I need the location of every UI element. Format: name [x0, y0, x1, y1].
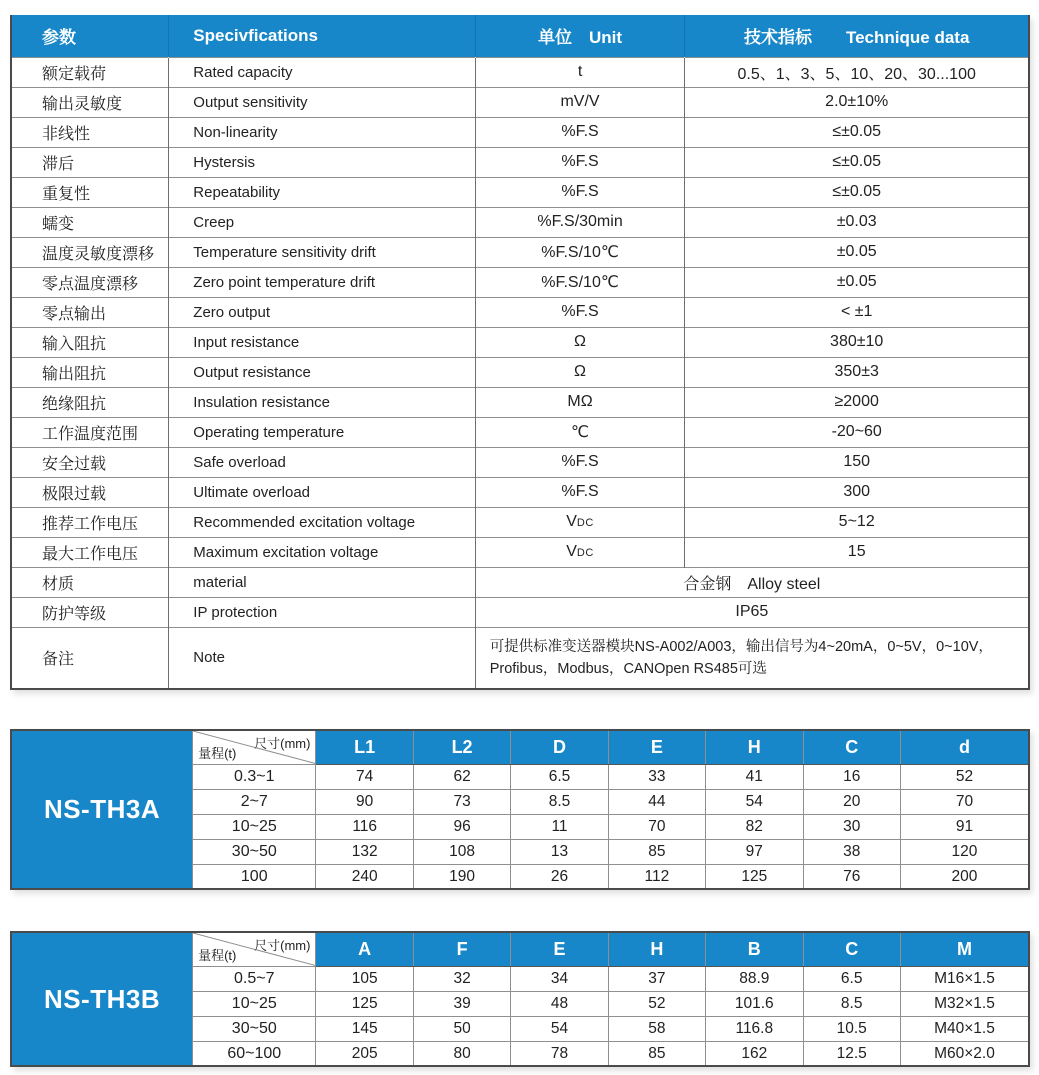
spec-value-cell: 5~12: [685, 507, 1029, 537]
dimension-value-cell: 52: [900, 764, 1029, 789]
dimension-value-cell: 6.5: [803, 966, 900, 991]
dimension-value-cell: 162: [706, 1041, 803, 1066]
dimension-value-cell: 116: [316, 814, 413, 839]
spec-merged-value-cell: IP65: [475, 597, 1029, 627]
dimension-value-cell: 38: [803, 839, 900, 864]
spec-name-cell: Maximum excitation voltage: [169, 537, 475, 567]
dimension-column-header: H: [706, 730, 803, 764]
dimension-value-cell: 20: [803, 789, 900, 814]
spec-parameter-cell: 零点输出: [11, 297, 169, 327]
unit-subscript: DC: [576, 517, 594, 529]
dimension-value-cell: 120: [900, 839, 1029, 864]
dimension-value-cell: 90: [316, 789, 413, 814]
spec-parameter-cell: 输出阻抗: [11, 357, 169, 387]
spec-note-cell: 可提供标准变送器模块NS-A002/A003，输出信号为4~20mA，0~5V，0~10V，Profibus，Modbus，CANOpen RS485可选: [475, 627, 1029, 689]
spec-unit-cell: %F.S: [475, 117, 685, 147]
dimension-value-cell: 205: [316, 1041, 413, 1066]
capacity-range-cell: 2~7: [193, 789, 316, 814]
dimension-value-cell: 91: [900, 814, 1029, 839]
dimension-value-cell: 16: [803, 764, 900, 789]
dimension-value-cell: 88.9: [706, 966, 803, 991]
dimension-column-header: A: [316, 932, 413, 966]
spec-name-cell: Repeatability: [169, 177, 475, 207]
spec-value-cell: ≥2000: [685, 387, 1029, 417]
th3a-model-label: NS-TH3A: [11, 730, 193, 889]
spec-parameter-cell: 零点温度漂移: [11, 267, 169, 297]
spec-parameter-cell: 重复性: [11, 177, 169, 207]
spec-row: [11, 447, 1029, 477]
spec-value-cell: 300: [685, 477, 1029, 507]
dimension-value-cell: 80: [413, 1041, 510, 1066]
dimension-value-cell: 48: [511, 991, 608, 1016]
dimension-column-header: M: [900, 932, 1029, 966]
spec-unit-cell: t: [475, 57, 685, 87]
spec-parameter-cell: 安全过载: [11, 447, 169, 477]
dimension-value-cell: 240: [316, 864, 413, 889]
dimension-value-cell: 116.8: [706, 1016, 803, 1041]
dimension-column-header: E: [511, 932, 608, 966]
spec-row: [11, 507, 1029, 537]
spec-name-cell: Recommended excitation voltage: [169, 507, 475, 537]
spec-parameter-cell: 温度灵敏度漂移: [11, 237, 169, 267]
th3a-section: [10, 729, 1030, 890]
dimension-value-cell: 8.5: [803, 991, 900, 1016]
spec-value-cell: 15: [685, 537, 1029, 567]
dimension-value-cell: 12.5: [803, 1041, 900, 1066]
dimension-value-cell: 54: [511, 1016, 608, 1041]
spec-row: [11, 327, 1029, 357]
dimension-value-cell: 11: [511, 814, 608, 839]
corner-range-label: 量程(t): [198, 947, 237, 963]
dimension-value-cell: 74: [316, 764, 413, 789]
spec-row: [11, 87, 1029, 117]
spec-unit-cell: MΩ: [475, 387, 685, 417]
dimension-value-cell: 30: [803, 814, 900, 839]
dimension-value-cell: 78: [511, 1041, 608, 1066]
dimension-value-cell: 58: [608, 1016, 705, 1041]
dimension-value-cell: 97: [706, 839, 803, 864]
capacity-range-cell: 0.3~1: [193, 764, 316, 789]
spec-value-cell: ±0.05: [685, 267, 1029, 297]
spec-row: [11, 237, 1029, 267]
unit-subscript: DC: [576, 547, 594, 559]
spec-name-cell: Ultimate overload: [169, 477, 475, 507]
spec-name-cell: Output resistance: [169, 357, 475, 387]
spec-name-cell: Operating temperature: [169, 417, 475, 447]
dimension-value-cell: 62: [413, 764, 510, 789]
spec-value-cell: 150: [685, 447, 1029, 477]
th3b-header-row: [11, 932, 1029, 966]
dimension-value-cell: 6.5: [511, 764, 608, 789]
header-specifications: Specivfications: [169, 15, 475, 57]
dimension-value-cell: 32: [413, 966, 510, 991]
spec-parameter-cell: 额定载荷: [11, 57, 169, 87]
dimension-column-header: D: [511, 730, 608, 764]
spec-unit-cell: VDC: [475, 537, 685, 567]
dimension-value-cell: 145: [316, 1016, 413, 1041]
dimension-column-header: C: [803, 932, 900, 966]
spec-row: [11, 597, 1029, 627]
spec-unit-cell: %F.S: [475, 177, 685, 207]
th3b-section: [10, 931, 1030, 1067]
spec-parameter-cell: 绝缘阻抗: [11, 387, 169, 417]
spec-parameter-cell: 非线性: [11, 117, 169, 147]
dimension-value-cell: 82: [706, 814, 803, 839]
header-parameter: 参数: [11, 15, 169, 57]
spec-unit-cell: Ω: [475, 327, 685, 357]
spec-row: [11, 357, 1029, 387]
dimension-value-cell: M32×1.5: [900, 991, 1029, 1016]
dimension-value-cell: M16×1.5: [900, 966, 1029, 991]
spec-unit-cell: %F.S: [475, 447, 685, 477]
spec-name-cell: Creep: [169, 207, 475, 237]
spec-value-cell: -20~60: [685, 417, 1029, 447]
dimension-value-cell: 10.5: [803, 1016, 900, 1041]
spec-parameter-cell: 输出灵敏度: [11, 87, 169, 117]
spec-row: [11, 627, 1029, 689]
spec-value-cell: 380±10: [685, 327, 1029, 357]
dimension-value-cell: 41: [706, 764, 803, 789]
dimension-value-cell: 37: [608, 966, 705, 991]
th3b-model-label: NS-TH3B: [11, 932, 193, 1066]
spec-merged-value-cell: 合金钢 Alloy steel: [475, 567, 1029, 597]
spec-value-cell: 0.5、1、3、5、10、20、30...100: [685, 57, 1029, 87]
spec-unit-cell: %F.S/10℃: [475, 237, 685, 267]
spec-name-cell: Output sensitivity: [169, 87, 475, 117]
dimension-value-cell: 85: [608, 1041, 705, 1066]
dimension-value-cell: 52: [608, 991, 705, 1016]
dimension-value-cell: 70: [608, 814, 705, 839]
dimension-value-cell: 108: [413, 839, 510, 864]
capacity-range-cell: 30~50: [193, 839, 316, 864]
spec-parameter-cell: 推荐工作电压: [11, 507, 169, 537]
spec-row: [11, 57, 1029, 87]
spec-parameter-cell: 最大工作电压: [11, 537, 169, 567]
dimension-value-cell: 112: [608, 864, 705, 889]
spec-name-cell: Insulation resistance: [169, 387, 475, 417]
dimension-column-header: C: [803, 730, 900, 764]
corner-dimension-label: 尺寸(mm): [254, 938, 311, 954]
spec-row: [11, 207, 1029, 237]
spec-name-cell: Safe overload: [169, 447, 475, 477]
spec-row: [11, 387, 1029, 417]
dimension-value-cell: 44: [608, 789, 705, 814]
corner-range-label: 量程(t): [198, 745, 237, 761]
capacity-range-cell: 10~25: [193, 814, 316, 839]
spec-unit-cell: %F.S: [475, 477, 685, 507]
spec-row: [11, 567, 1029, 597]
spec-parameter-cell: 材质: [11, 567, 169, 597]
dimension-value-cell: 73: [413, 789, 510, 814]
dimension-column-header: B: [706, 932, 803, 966]
dimension-value-cell: M40×1.5: [900, 1016, 1029, 1041]
header-unit: 单位 Unit: [475, 15, 685, 57]
capacity-range-cell: 100: [193, 864, 316, 889]
spec-value-cell: ±0.03: [685, 207, 1029, 237]
spec-value-cell: 350±3: [685, 357, 1029, 387]
dimension-column-header: L2: [413, 730, 510, 764]
dimension-value-cell: 54: [706, 789, 803, 814]
dimension-value-cell: 13: [511, 839, 608, 864]
spec-unit-cell: %F.S: [475, 297, 685, 327]
dimension-value-cell: 105: [316, 966, 413, 991]
spec-unit-cell: %F.S/10℃: [475, 267, 685, 297]
spec-row: [11, 297, 1029, 327]
spec-unit-cell: %F.S/30min: [475, 207, 685, 237]
spec-row: [11, 477, 1029, 507]
corner-dimension-label: 尺寸(mm): [254, 736, 311, 752]
spec-parameter-cell: 工作温度范围: [11, 417, 169, 447]
th3a-header-row: [11, 730, 1029, 764]
dimension-column-header: L1: [316, 730, 413, 764]
capacity-range-cell: 10~25: [193, 991, 316, 1016]
capacity-range-cell: 0.5~7: [193, 966, 316, 991]
dimension-value-cell: 33: [608, 764, 705, 789]
spec-value-cell: ≤±0.05: [685, 117, 1029, 147]
spec-name-cell: Input resistance: [169, 327, 475, 357]
dimension-value-cell: 125: [316, 991, 413, 1016]
spec-row: [11, 117, 1029, 147]
dimension-value-cell: 8.5: [511, 789, 608, 814]
spec-unit-cell: ℃: [475, 417, 685, 447]
spec-unit-cell: mV/V: [475, 87, 685, 117]
spec-name-cell: Rated capacity: [169, 57, 475, 87]
dimension-value-cell: 96: [413, 814, 510, 839]
spec-name-cell: Non-linearity: [169, 117, 475, 147]
dimension-value-cell: 76: [803, 864, 900, 889]
dimension-column-header: E: [608, 730, 705, 764]
spec-value-cell: < ±1: [685, 297, 1029, 327]
spec-unit-cell: %F.S: [475, 147, 685, 177]
corner-cell: [193, 932, 316, 966]
spec-parameter-cell: 极限过载: [11, 477, 169, 507]
spec-parameter-cell: 备注: [11, 627, 169, 689]
dimension-column-header: d: [900, 730, 1029, 764]
spec-name-cell: Hystersis: [169, 147, 475, 177]
spec-name-cell: material: [169, 567, 475, 597]
spec-row: [11, 147, 1029, 177]
th3a-dimensions-table: [10, 729, 1030, 890]
dimension-value-cell: 85: [608, 839, 705, 864]
dimension-value-cell: 125: [706, 864, 803, 889]
spec-parameter-cell: 防护等级: [11, 597, 169, 627]
header-technique-data: 技术指标 Technique data: [685, 15, 1029, 57]
dimension-value-cell: 101.6: [706, 991, 803, 1016]
dimension-value-cell: 70: [900, 789, 1029, 814]
dimension-value-cell: 200: [900, 864, 1029, 889]
th3b-dimensions-table: [10, 931, 1030, 1067]
spec-parameter-cell: 输入阻抗: [11, 327, 169, 357]
spec-value-cell: ±0.05: [685, 237, 1029, 267]
spec-row: [11, 177, 1029, 207]
capacity-range-cell: 30~50: [193, 1016, 316, 1041]
dimension-value-cell: M60×2.0: [900, 1041, 1029, 1066]
spec-value-cell: ≤±0.05: [685, 177, 1029, 207]
spec-name-cell: Temperature sensitivity drift: [169, 237, 475, 267]
spec-value-cell: 2.0±10%: [685, 87, 1029, 117]
spec-row: [11, 537, 1029, 567]
spec-parameter-cell: 滞后: [11, 147, 169, 177]
spec-header-row: [11, 15, 1029, 57]
spec-row: [11, 417, 1029, 447]
spec-parameter-cell: 蠕变: [11, 207, 169, 237]
spec-value-cell: ≤±0.05: [685, 147, 1029, 177]
dimension-column-header: F: [413, 932, 510, 966]
dimension-value-cell: 34: [511, 966, 608, 991]
spec-name-cell: IP protection: [169, 597, 475, 627]
specifications-table: [10, 15, 1030, 690]
dimension-value-cell: 132: [316, 839, 413, 864]
spec-name-cell: Note: [169, 627, 475, 689]
dimension-value-cell: 50: [413, 1016, 510, 1041]
spec-row: [11, 267, 1029, 297]
dimension-column-header: H: [608, 932, 705, 966]
corner-cell: [193, 730, 316, 764]
capacity-range-cell: 60~100: [193, 1041, 316, 1066]
dimension-value-cell: 26: [511, 864, 608, 889]
dimension-value-cell: 190: [413, 864, 510, 889]
spec-table-body: [11, 57, 1029, 689]
spec-name-cell: Zero point temperature drift: [169, 267, 475, 297]
spec-name-cell: Zero output: [169, 297, 475, 327]
spec-unit-cell: VDC: [475, 507, 685, 537]
dimension-value-cell: 39: [413, 991, 510, 1016]
spec-unit-cell: Ω: [475, 357, 685, 387]
